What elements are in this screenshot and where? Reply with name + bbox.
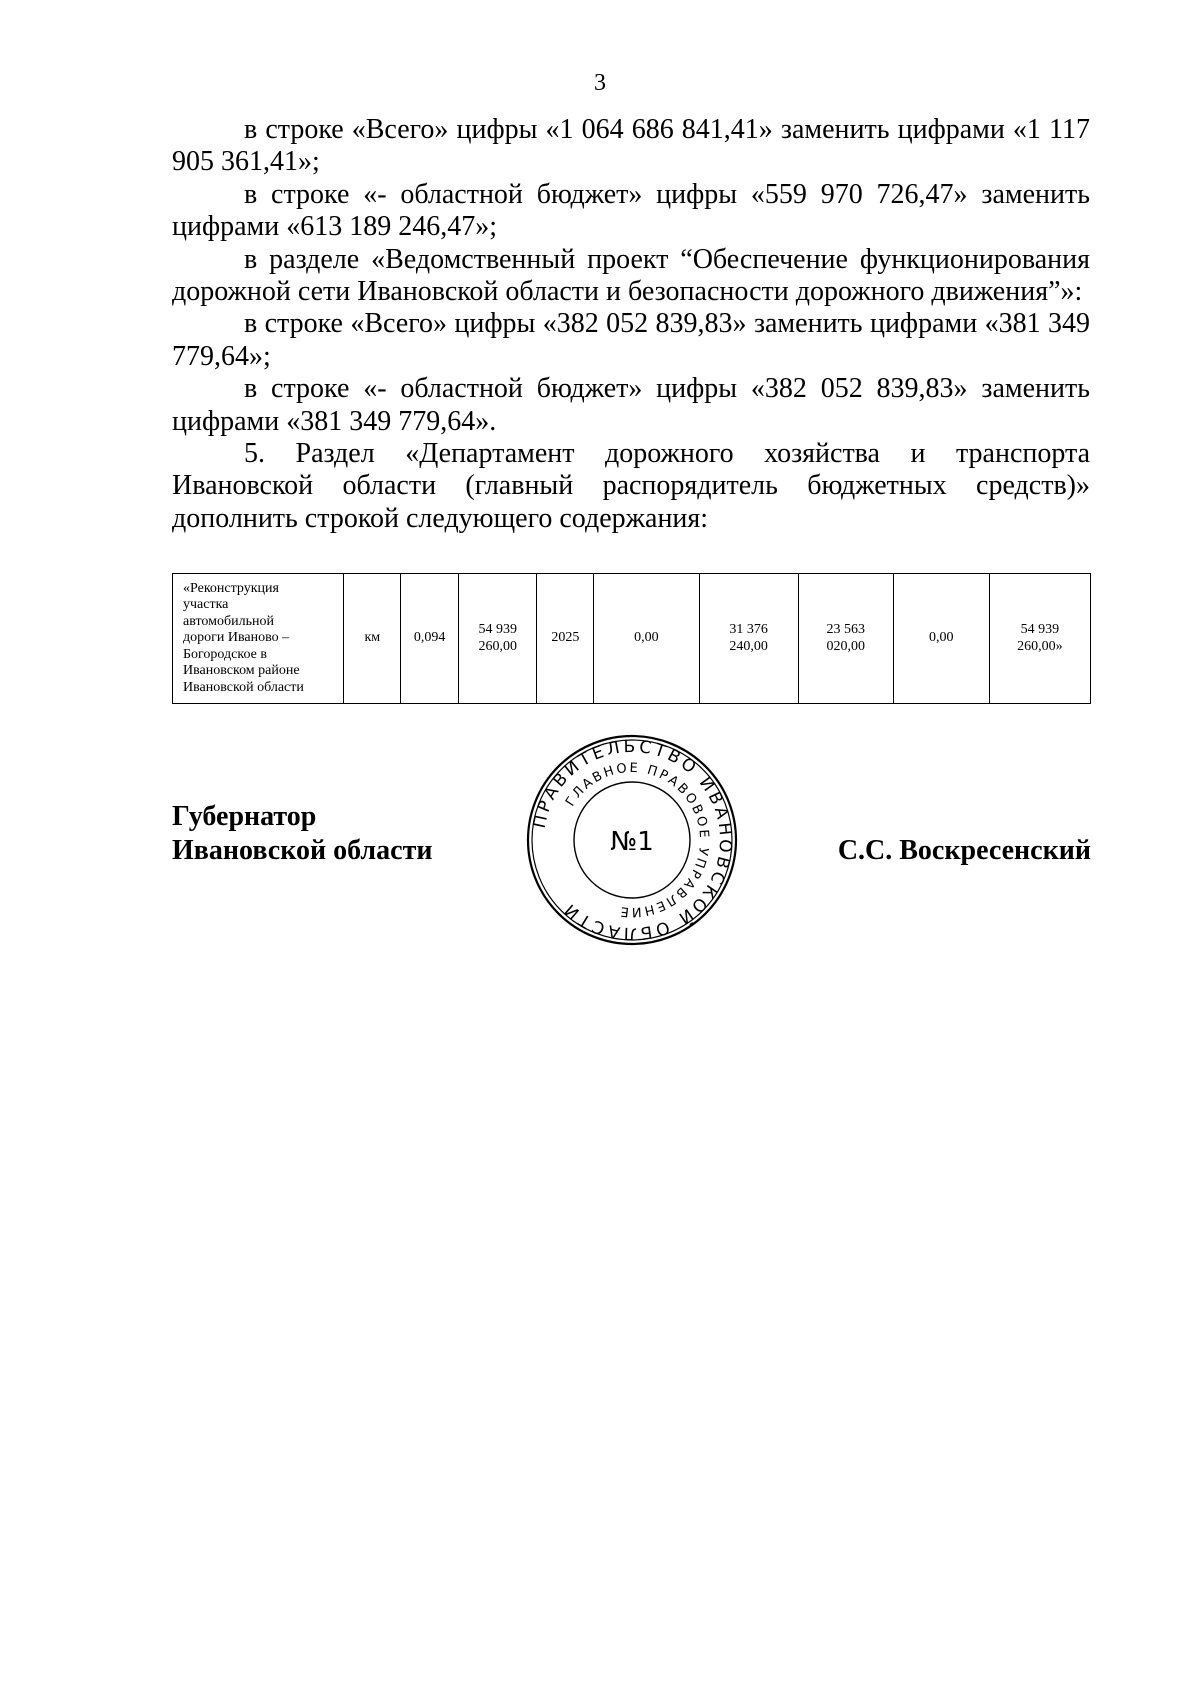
signatory-position: [172, 800, 432, 868]
stamp-outer-text: ПРАВИТЕЛЬСТВО ИВАНОВСКОЙ ОБЛАСТИ: [529, 736, 736, 944]
value-line: 240,00: [729, 638, 768, 654]
document-body: [172, 114, 1090, 535]
position-title: Губернатор: [172, 801, 317, 832]
object-name-line: Богородское в: [183, 646, 267, 662]
paragraph-item-5: 5. Раздел «Департамент дорожного хозяйства и транспорта Ивановской области (главный распорядитель бюджетных средств)» дополнить строкой следующего содержания:: [172, 438, 1090, 534]
unit-cell: км: [344, 574, 401, 704]
stamp-center-number: №1: [610, 827, 654, 857]
object-name-line: дороги Иваново –: [183, 630, 290, 646]
object-name-cell: [173, 574, 344, 704]
value-cell-2024: 0,00: [594, 574, 699, 704]
quantity-cell: 0,094: [401, 574, 459, 704]
value-line: 23 563: [826, 622, 865, 637]
object-name-line: «Реконструкция: [183, 580, 279, 596]
page-number: 3: [594, 70, 606, 96]
table-row: [173, 574, 1091, 704]
paragraph-section-total-line: в строке «Всего» цифры «382 052 839,83» заменить цифрами «381 349 779,64»;: [172, 308, 1090, 372]
value-cell-2025: [699, 574, 798, 704]
object-name-line: участка: [183, 597, 229, 613]
amendment-table: [172, 573, 1091, 704]
value-line: 31 376: [729, 622, 768, 637]
stamp-inner-text: ГЛАВНОЕ ПРАВОВОЕ УПРАВЛЕНИЕ: [563, 760, 712, 920]
paragraph-regional-budget-line: в строке «- областной бюджет» цифры «559 970 726,47» заменить цифрами «613 189 246,47»;: [172, 178, 1090, 243]
official-stamp: [524, 732, 740, 948]
year-cell: 2025: [537, 574, 594, 704]
signatory-name: С.С. Воскресенский: [837, 835, 1091, 866]
value-cell-2026: [798, 574, 893, 704]
object-name-line: Ивановской области: [183, 679, 304, 695]
position-region: Ивановской области: [172, 835, 433, 866]
cost-line: 260,00: [478, 638, 517, 654]
paragraph-section-departmental-project: в разделе «Ведомственный проект “Обеспечение функционирования дорожной сети Ивановской области и безопасности дорожного движения”»:: [172, 243, 1090, 308]
total-line: 260,00»: [1017, 638, 1063, 654]
cost-cell: [459, 574, 537, 704]
object-name-line: автомобильной: [183, 613, 274, 629]
cost-line: 54 939: [478, 622, 517, 637]
paragraph-total-line: в строке «Всего» цифры «1 064 686 841,41» заменить цифрами «1 117 905 361,41»;: [172, 114, 1090, 178]
total-cell: [989, 574, 1090, 704]
object-name-line: Ивановском районе: [183, 663, 300, 679]
total-line: 54 939: [1020, 622, 1060, 637]
value-cell-2027: 0,00: [893, 574, 989, 704]
paragraph-section-regional-budget-line: в строке «- областной бюджет» цифры «382 052 839,83» заменить цифрами «381 349 779,64».: [172, 373, 1090, 437]
value-line: 020,00: [826, 638, 865, 654]
